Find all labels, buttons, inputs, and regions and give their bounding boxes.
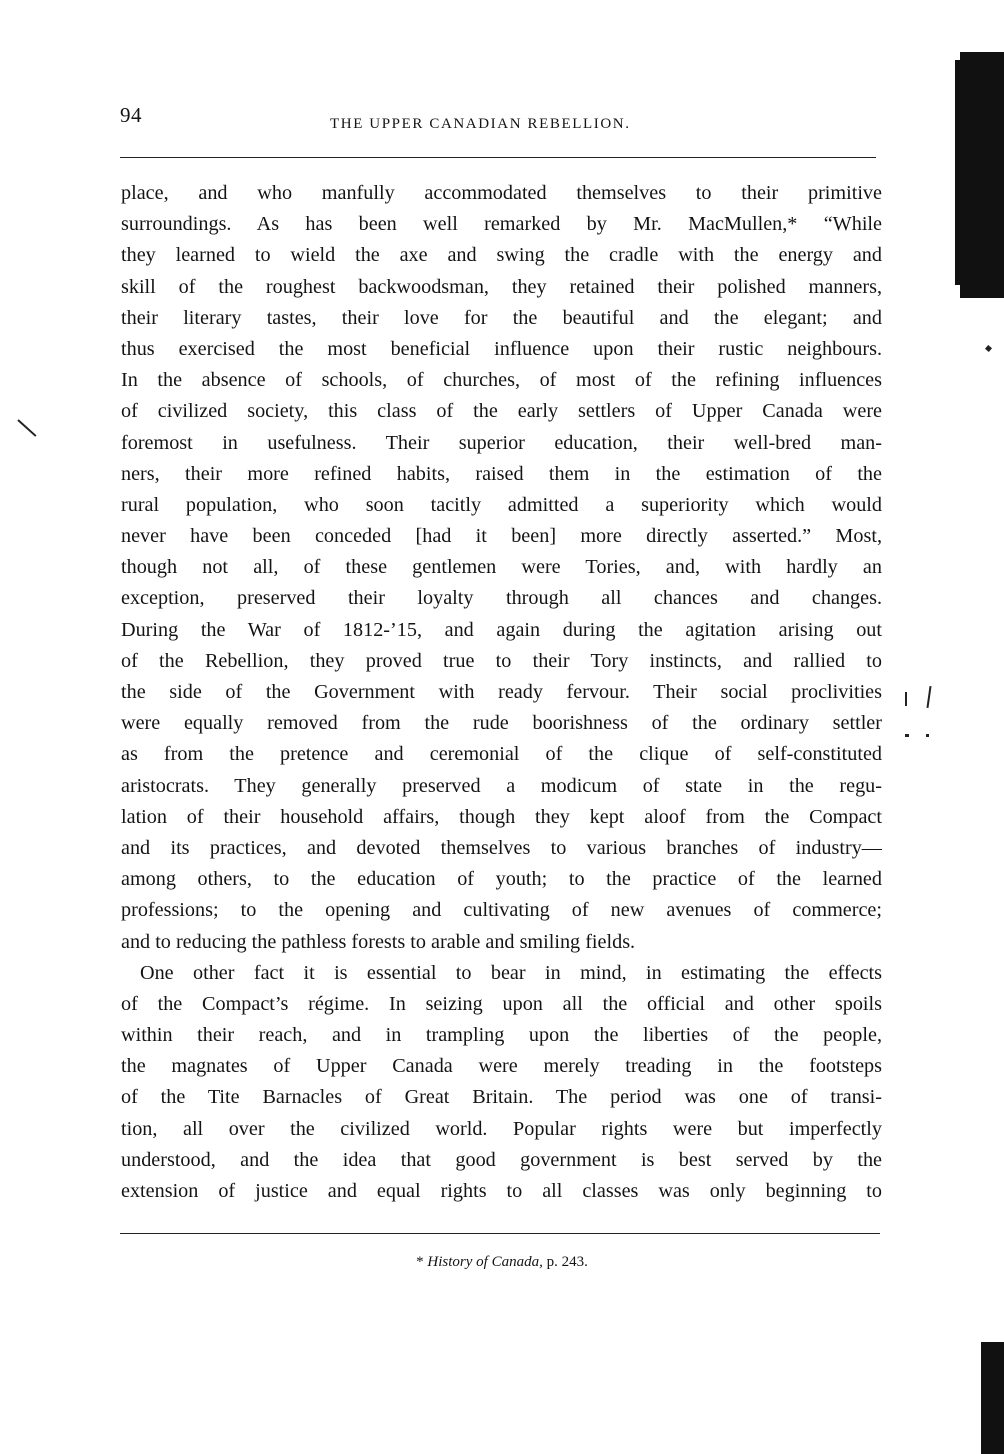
scan-speck (926, 734, 929, 737)
text-line: skill of the roughest backwoodsman, they retained their polished manners, (121, 275, 882, 298)
text-line: of the Tite Barnacles of Great Britain. The period was one of transi- (121, 1086, 882, 1109)
text-line: understood, and the idea that good government is best served by the (121, 1148, 882, 1171)
scan-edge-shadow (981, 1342, 1004, 1454)
scan-speck (926, 686, 931, 708)
scan-speck (985, 345, 992, 352)
text-line: foremost in usefulness. Their superior education, their well-bred man- (121, 431, 882, 454)
text-line: of civilized society, this class of the early settlers of Upper Canada were (121, 400, 882, 423)
footnote-page-ref: p. 243. (546, 1254, 588, 1270)
text-line: and its practices, and devoted themselves to various branches of industry— (121, 836, 882, 859)
text-line: In the absence of schools, of churches, of most of the refining influences (121, 369, 882, 392)
running-head: THE UPPER CANADIAN REBELLION. (330, 116, 631, 132)
text-line: the side of the Government with ready fervour. Their social proclivities (121, 681, 882, 703)
text-line: the magnates of Upper Canada were merely treading in the footsteps (121, 1055, 882, 1078)
text-line: aristocrats. They generally preserved a modicum of state in the regu- (121, 774, 882, 797)
text-line: among others, to the education of youth; to the practice of the learned (121, 868, 882, 891)
text-line: exception, preserved their loyalty through all chances and changes. (121, 587, 882, 610)
text-line: thus exercised the most beneficial influence upon their rustic neighbours. (121, 337, 882, 360)
footnote-source: History of Canada, (427, 1254, 543, 1270)
text-line: lation of their household affairs, though they kept aloof from the Compact (121, 805, 882, 828)
text-line: their literary tastes, their love for the beautiful and the elegant; and (121, 306, 882, 329)
body-text (121, 178, 882, 1207)
text-line: though not all, of these gentlemen were Tories, and, with hardly an (121, 556, 882, 579)
text-line: ners, their more refined habits, raised them in the estimation of the (121, 462, 882, 485)
text-line: professions; to the opening and cultivating of new avenues of commerce; (121, 899, 882, 922)
text-line: within their reach, and in trampling upon the liberties of the people, (121, 1024, 882, 1047)
text-line: were equally removed from the rude boorishness of the ordinary settler (121, 712, 882, 735)
text-line: and to reducing the pathless forests to arable and smiling fields. (121, 930, 636, 953)
text-line: During the War of 1812-’15, and again during the agitation arising out (121, 618, 882, 641)
margin-pencil-mark (17, 419, 36, 437)
scan-edge-shadow (955, 60, 965, 285)
footnote-rule (120, 1233, 880, 1234)
text-line: as from the pretence and ceremonial of the clique of self-constituted (121, 743, 882, 766)
footnote-marker: * (416, 1254, 424, 1270)
text-line: of the Rebellion, they proved true to their Tory instincts, and rallied to (121, 649, 882, 672)
text-line: One other fact it is essential to bear in mind, in estimating the effects (140, 961, 882, 984)
text-line: tion, all over the civilized world. Popular rights were but imperfectly (121, 1117, 882, 1140)
page-number: 94 (120, 103, 142, 127)
header-rule (120, 157, 876, 158)
text-line: rural population, who soon tacitly admitted a superiority which would (121, 493, 882, 516)
text-line: they learned to wield the axe and swing the cradle with the energy and (121, 244, 882, 267)
text-line: extension of justice and equal rights to all classes was only beginning to (121, 1180, 882, 1202)
scan-edge-shadow (960, 52, 1004, 298)
footnote (0, 1254, 1004, 1271)
text-line: never have been conceded [had it been] more directly asserted.” Most, (121, 525, 882, 548)
text-line: of the Compact’s régime. In seizing upon all the official and other spoils (121, 992, 882, 1015)
scan-speck (905, 734, 909, 737)
text-line: surroundings. As has been well remarked by Mr. MacMullen,* “While (121, 213, 882, 236)
text-line: place, and who manfully accommodated themselves to their primitive (121, 182, 882, 204)
scan-speck (905, 692, 907, 706)
